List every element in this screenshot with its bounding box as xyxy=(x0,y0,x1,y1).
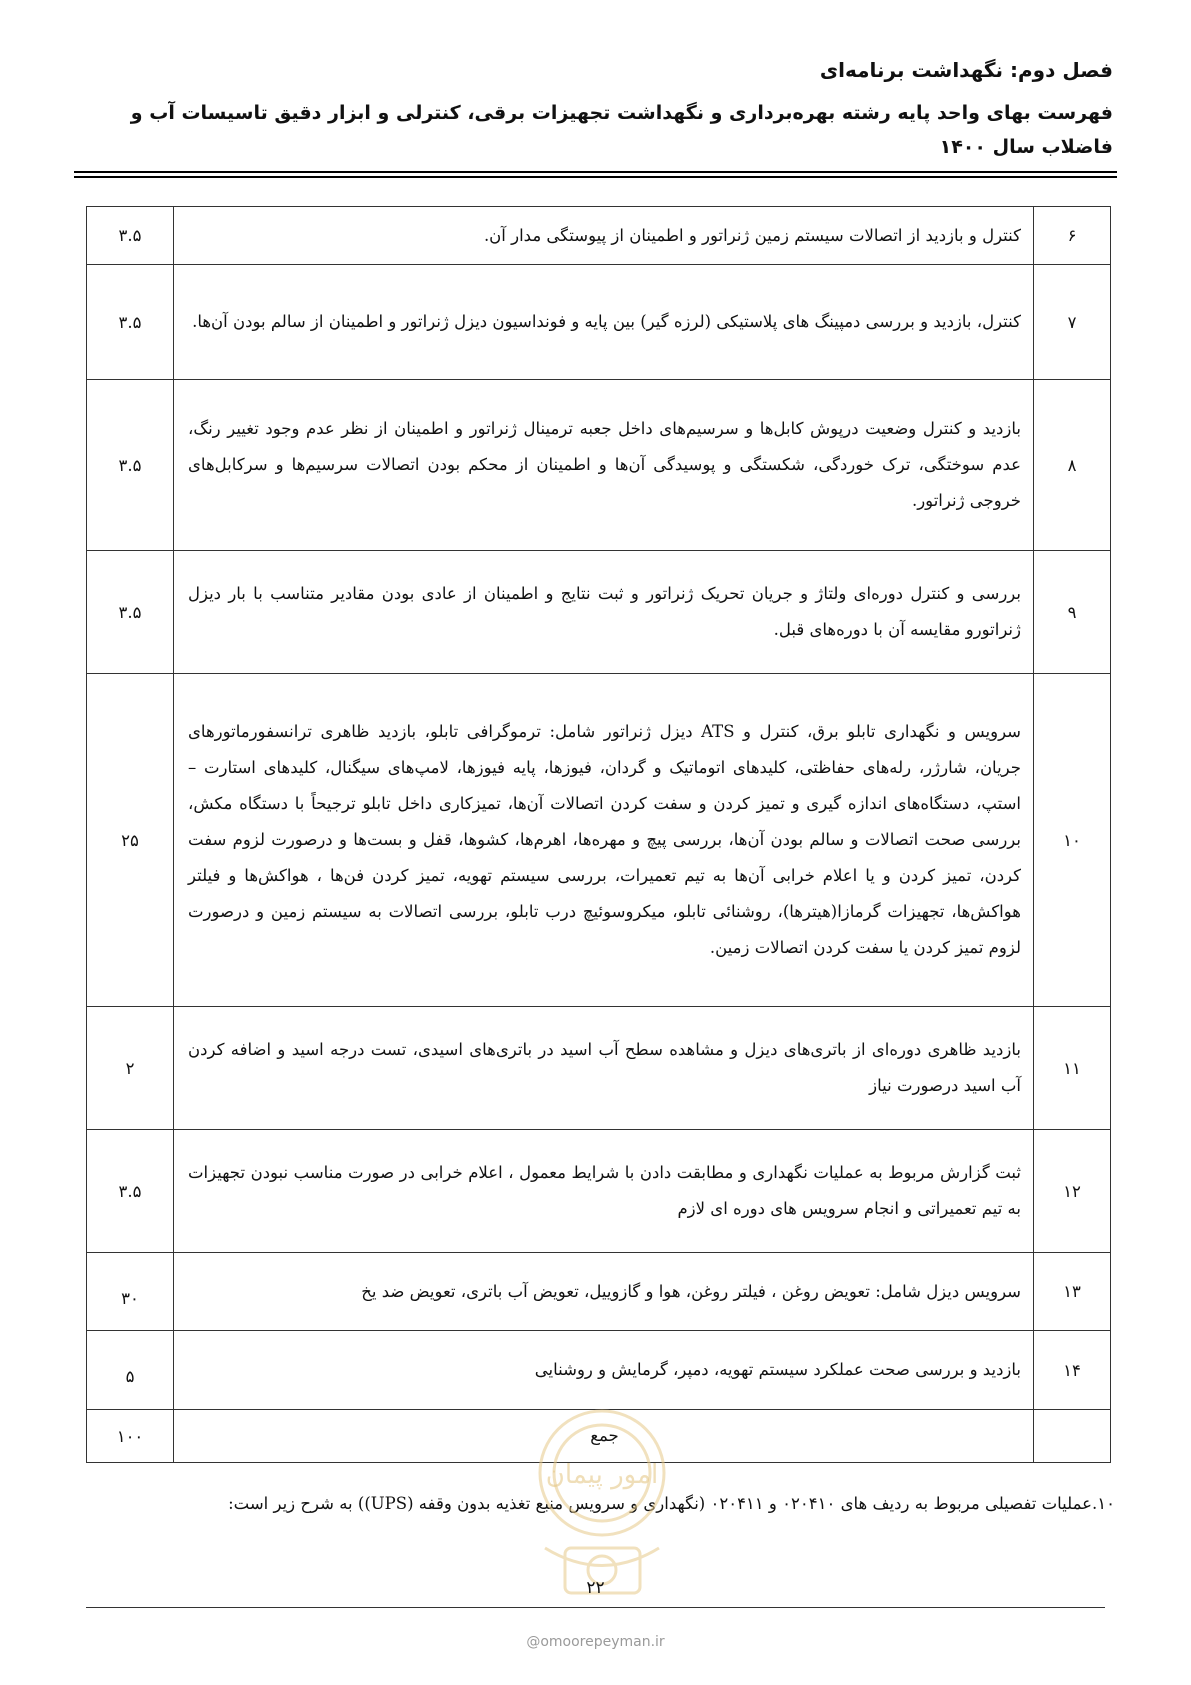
website-watermark: @omoorepeyman.ir xyxy=(526,1634,665,1650)
note-text: ۱۰.عملیات تفصیلی مربوط به ردیف های ۰۲۰۴۱۰ و ۰۲۰۴۱۱ (نگهداری و سرویس منبع تغذیه بدون وقفه (UPS)) به شرح زیر است: xyxy=(228,1494,1115,1513)
items-table xyxy=(86,206,1111,1463)
watermark-text: امور پیمان xyxy=(545,1460,659,1490)
chapter-title: فصل دوم: نگهداشت برنامه‌ای xyxy=(819,58,1113,82)
page-number: ۲۲ xyxy=(586,1578,605,1598)
table-row xyxy=(87,380,1111,551)
row-number: ۸ xyxy=(1034,380,1111,551)
row-value: ۳.۵ xyxy=(87,1130,174,1253)
total-label: جمع xyxy=(174,1410,1034,1463)
row-number: ۱۳ xyxy=(1034,1253,1111,1331)
row-value: ۲۵ xyxy=(87,674,174,1007)
table-row xyxy=(87,1007,1111,1130)
footer-rule xyxy=(86,1607,1105,1608)
row-description: سرویس دیزل شامل: تعویض روغن ، فیلتر روغن، هوا و گازوییل، تعویض آب باتری، تعویض ضد یخ xyxy=(174,1253,1034,1331)
row-description: بازدید ظاهری دوره‌ای از باتری‌های دیزل و مشاهده سطح آب اسید در باتری‌های اسیدی، تست درجه اسید و اضافه کردن آب اسید درصورت نیاز xyxy=(174,1007,1034,1130)
row-value: ۳.۵ xyxy=(87,551,174,674)
row-number: ۱۲ xyxy=(1034,1130,1111,1253)
row-number: ۱۴ xyxy=(1034,1331,1111,1410)
total-number-cell xyxy=(1034,1410,1111,1463)
table-row xyxy=(87,1253,1111,1331)
page-header xyxy=(78,58,1113,164)
table-row xyxy=(87,1130,1111,1253)
row-value: ۵ xyxy=(87,1331,174,1410)
row-description: سرویس و نگهداری تابلو برق، کنترل و ATS دیزل ژنراتور شامل: ترموگرافی تابلو، بازدید ظاهری ترانسفورماتورهای جریان، شارژر، رله‌های حفاظتی، کلیدهای اتوماتیک و گردان، فیوزها، پایه فیوزها، لامپ‌های سیگنال، کلیدهای استارت – استپ، دستگاه‌های اندازه گیری و تمیز کردن و سفت کردن اتصالات آن‌ها، تمیزکاری داخل تابلو ترجیحاً با دستگاه مکش، بررسی صحت اتصالات و سالم بودن آن‌ها، بررسی پیچ و مهره‌ها، اهرم‌ها، کشوها، قفل و بست‌ها و درصورت لزوم سفت کردن، تمیز کردن و یا اعلام خرابی آن‌ها به تیم تعمیرات، بررسی سیستم تهویه، تمیز کردن فن‌ها ، هواکش‌ها و فیلتر هواکش‌ها، تجهیزات گرمازا(هیترها)، روشنائی تابلو، میکروسوئیچ درب تابلو، بررسی اتصالات به سیستم زمین و درصورت لزوم تمیز کردن یا سفت کردن اتصالات زمین. xyxy=(174,674,1034,1007)
row-description: بازدید و بررسی صحت عملکرد سیستم تهویه، دمپر، گرمایش و روشنایی xyxy=(174,1331,1034,1410)
row-value: ۳.۵ xyxy=(87,380,174,551)
table-row xyxy=(87,265,1111,380)
header-rule xyxy=(74,171,1117,173)
document-title: فهرست بهای واحد پایه رشته بهره‌برداری و نگهداشت تجهیزات برقی، کنترلی و ابزار دقیق تاسیسات آب و فاضلاب سال ۱۴۰۰ xyxy=(130,102,1113,158)
total-value: ۱۰۰ xyxy=(87,1410,174,1463)
table-row xyxy=(87,207,1111,265)
row-number: ۱۰ xyxy=(1034,674,1111,1007)
row-description: بررسی و کنترل دوره‌ای ولتاژ و جریان تحریک ژنراتور و ثبت نتایج و اطمینان از عادی بودن مقادیر متناسب با بار دیزل ژنراتورو مقایسه آن با دوره‌های قبل. xyxy=(174,551,1034,674)
header-rule-second xyxy=(74,176,1117,178)
row-description: بازدید و کنترل وضعیت درپوش کابل‌ها و سرسیم‌های داخل جعبه ترمینال ژنراتور و اطمینان از نظر عدم وجود تغییر رنگ، عدم سوختگی، ترک خوردگی، شکستگی و پوسیدگی آن‌ها و اطمینان از محکم بودن اتصالات سرسیم‌ها و سرکابل‌های خروجی ژنراتور. xyxy=(174,380,1034,551)
row-number: ۶ xyxy=(1034,207,1111,265)
row-number: ۷ xyxy=(1034,265,1111,380)
row-description: ثبت گزارش مربوط به عملیات نگهداری و مطابقت دادن با شرایط معمول ، اعلام خرابی در صورت مناسب نبودن تجهیزات به تیم تعمیراتی و انجام سرویس های دوره ای لازم xyxy=(174,1130,1034,1253)
row-number: ۹ xyxy=(1034,551,1111,674)
table-row xyxy=(87,551,1111,674)
row-description: کنترل، بازدید و بررسی دمپینگ های پلاستیکی (لرزه گیر) بین پایه و فونداسیون دیزل ژنراتور و اطمینان از سالم بودن آن‌ها. xyxy=(174,265,1034,380)
row-value: ۳۰ xyxy=(87,1253,174,1331)
table-row xyxy=(87,674,1111,1007)
row-description: کنترل و بازدید از اتصالات سیستم زمین ژنراتور و اطمینان از پیوستگی مدار آن. xyxy=(174,207,1034,265)
row-value: ۳.۵ xyxy=(87,207,174,265)
row-value: ۲ xyxy=(87,1007,174,1130)
row-value: ۳.۵ xyxy=(87,265,174,380)
row-number: ۱۱ xyxy=(1034,1007,1111,1130)
